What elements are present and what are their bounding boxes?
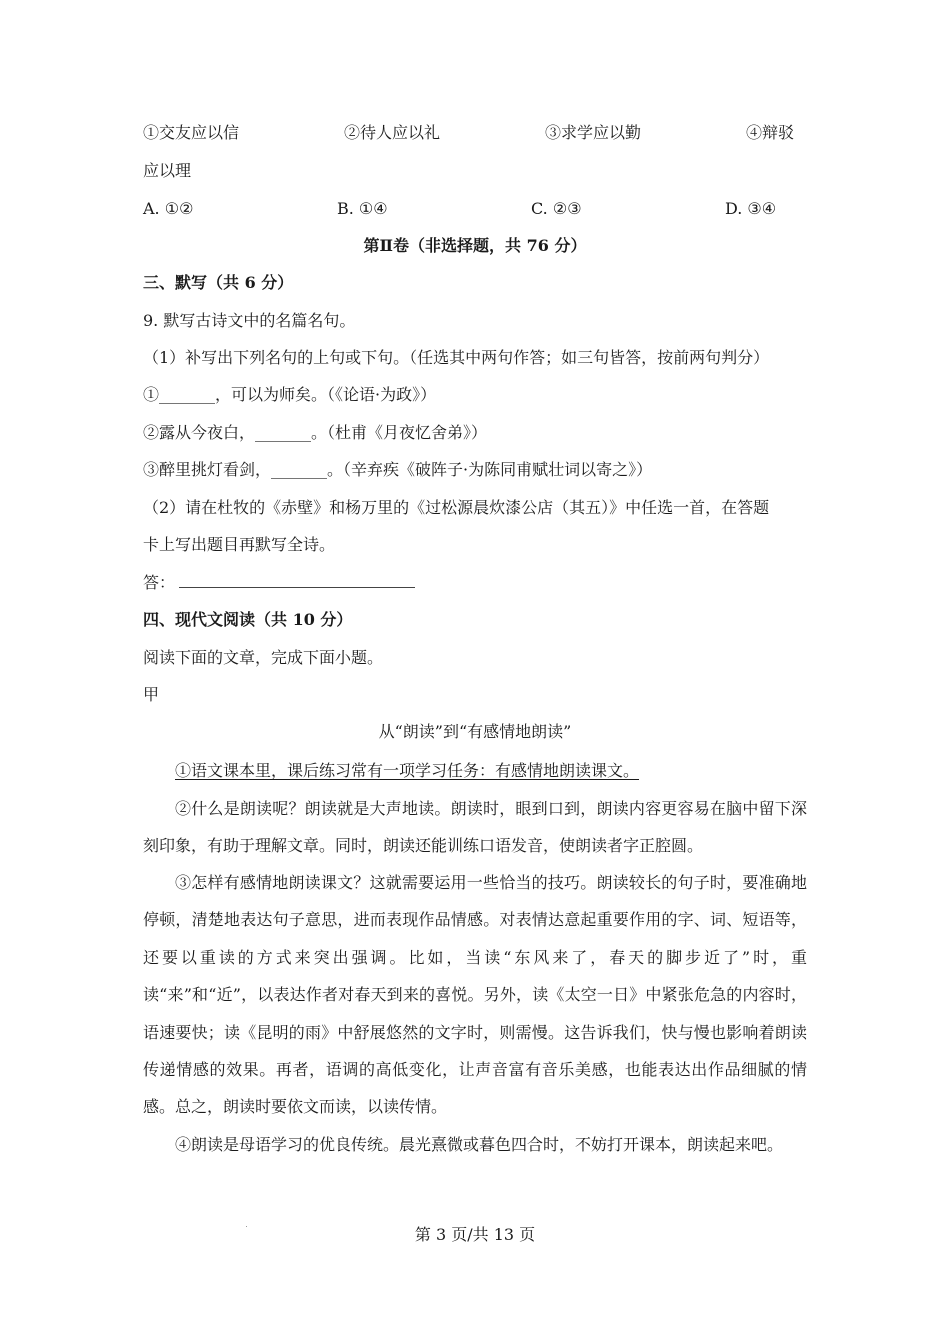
paragraph-1-text: ①语文课本里，课后练习常有一项学习任务：有感情地朗读课文。 (175, 761, 640, 780)
q8-choice-d: D. ③④ (725, 199, 777, 218)
section4-intro: 阅读下面的文章，完成下面小题。 (143, 648, 384, 667)
q8-choice-b: B. ①④ (337, 199, 388, 218)
q9-line2: ②露从今夜白，_______。（杜甫《月夜忆舍弟》） (143, 423, 488, 442)
answer-blank[interactable] (179, 571, 415, 588)
article-title: 从“朗读”到“有感情地朗读” (378, 722, 572, 741)
answer-line (143, 571, 808, 595)
q8-item-4: ④辩驳 (746, 123, 795, 142)
q9-sub2-line1: （2）请在杜牧的《赤壁》和杨万里的《过松源晨炊漆公店（其五）》中任选一首，在答题 (143, 498, 770, 517)
article-paragraph-2: ②什么是朗读呢？朗读就是大声地读。朗读时，眼到口到，朗读内容更容易在脑中留下深刻印象，有助于理解文章。同时，朗读还能训练口语发音，使朗读者字正腔圆。 (143, 799, 807, 856)
q9-stem: 9. 默写古诗文中的名篇名句。 (143, 311, 356, 330)
section3-heading: 三、默写（共 6 分） (143, 273, 294, 292)
page-footer: 第 3 页/共 13 页 (414, 1225, 536, 1244)
q9-line1: ①_______，可以为师矣。（《论语·为政》） (143, 385, 437, 404)
q9-line3: ③醉里挑灯看剑，_______。（辛弃疾《破阵子·为陈同甫赋壮词以寄之》） (143, 460, 653, 479)
q8-choice-c: C. ②③ (531, 199, 582, 218)
passage-label: 甲 (143, 685, 160, 704)
q8-choice-a: A. ①② (143, 199, 194, 218)
part2-title: 第Ⅱ卷（非选择题，共 76 分） (363, 236, 587, 255)
answer-label: 答： (143, 573, 176, 592)
article-paragraph-1 (143, 752, 807, 789)
q8-item-3: ③求学应以勤 (545, 123, 642, 142)
section4-heading: 四、现代文阅读（共 10 分） (143, 610, 353, 629)
q9-sub2-line2: 卡上写出题目再默写全诗。 (143, 535, 336, 554)
q8-item-4-continuation: 应以理 (143, 161, 192, 180)
q8-item-1: ①交友应以信 (143, 123, 240, 142)
article-paragraph-3: ③怎样有感情地朗读课文？这就需要运用一些恰当的技巧。朗读较长的句子时，要准确地停顿，清楚地表达句子意思，进而表现作品情感。对表情达意起重要作用的字、词、短语等，还要以重读的方式来突出强调。比如，当读“东风来了，春天的脚步近了”时，重读“来”和“近”，以表达作者对春天到来的喜悦。另外，读《太空一日》中紧张危急的内容时，语速要快；读《昆明的雨》中舒展悠然的文字时，则需慢。这告诉我们，快与慢也影响着朗读传递情感的效果。再者，语调的高低变化，让声音富有音乐美感，也能表达出作品细腻的情感。总之，朗读时要依文而读，以读传情。 (143, 873, 807, 1117)
q9-sub1: （1）补写出下列名句的上句或下句。（任选其中两句作答；如三句皆答，按前两句判分） (143, 348, 770, 367)
q8-item-2: ②待人应以礼 (344, 123, 441, 142)
article-paragraph-4: ④朗读是母语学习的优良传统。晨光熹微或暮色四合时，不妨打开课本，朗读起来吧。 (175, 1135, 784, 1154)
